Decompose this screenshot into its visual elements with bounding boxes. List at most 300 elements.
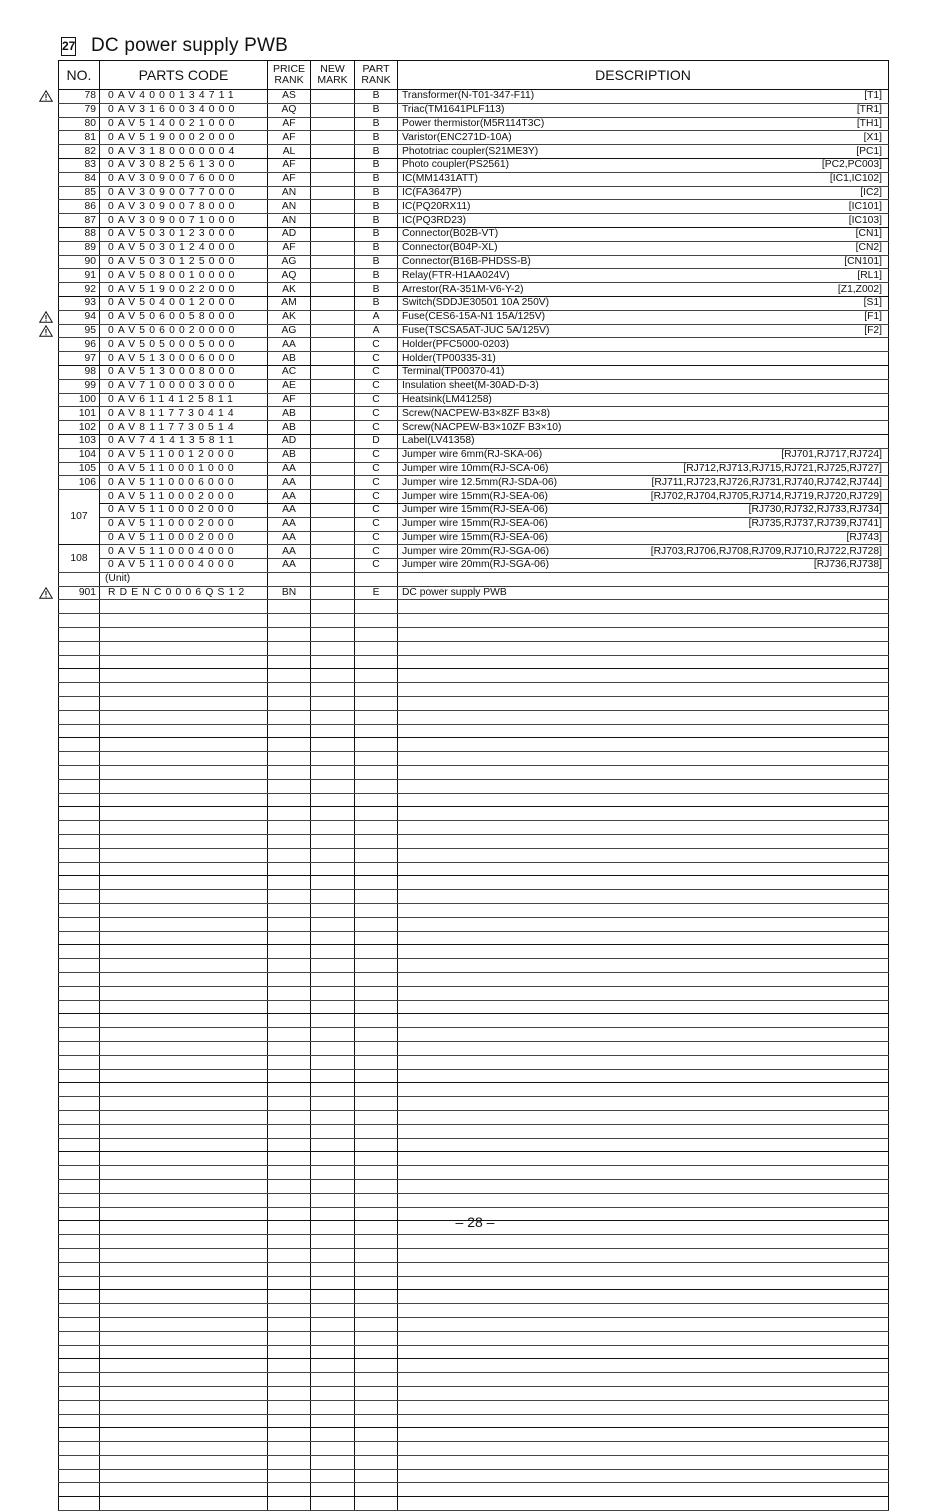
table-header-row — [59, 61, 889, 90]
blank-cell — [355, 1483, 398, 1497]
cell-new — [311, 531, 355, 545]
cell-rank: B — [355, 269, 398, 283]
blank-cell — [355, 669, 398, 683]
cell-price: AF — [268, 241, 311, 255]
blank-cell — [268, 945, 311, 959]
blank-cell — [355, 862, 398, 876]
blank-cell — [100, 683, 268, 697]
cell-parts-code: 0AV7100003000 — [100, 379, 268, 393]
cell-price: AM — [268, 296, 311, 310]
reference-designators: [IC101] — [848, 200, 882, 212]
blank-cell — [268, 1028, 311, 1042]
cell-parts-code: 0AV7414135811 — [100, 434, 268, 448]
cell-new — [311, 186, 355, 200]
cell-parts-code: 0AV5050005000 — [100, 338, 268, 352]
blank-cell — [100, 890, 268, 904]
cell-price: AS — [268, 90, 311, 104]
cell-new — [311, 324, 355, 338]
blank-cell — [355, 1014, 398, 1028]
blank-row — [59, 1166, 889, 1180]
blank-row — [59, 1386, 889, 1400]
blank-row — [59, 1345, 889, 1359]
cell-parts-code: 0AV5110001000 — [100, 462, 268, 476]
blank-cell — [311, 752, 355, 766]
blank-cell — [398, 1400, 889, 1414]
reference-designators: [CN2] — [855, 242, 882, 254]
cell-no: 98 — [59, 365, 100, 379]
blank-cell — [398, 614, 889, 628]
cell-new — [311, 586, 355, 600]
blank-cell — [268, 710, 311, 724]
blank-cell — [311, 1028, 355, 1042]
blank-cell — [100, 1276, 268, 1290]
description-text: Holder(PFC5000-0203) — [402, 338, 510, 350]
blank-cell — [311, 848, 355, 862]
description-text: Screw(NACPEW-B3×8ZF B3×8) — [402, 407, 551, 419]
blank-row — [59, 1055, 889, 1069]
blank-cell — [398, 1359, 889, 1373]
blank-cell — [311, 779, 355, 793]
blank-cell — [59, 1124, 100, 1138]
blank-cell — [100, 669, 268, 683]
cell-description — [398, 490, 889, 504]
blank-cell — [311, 1235, 355, 1249]
section-title: DC power supply PWB — [91, 35, 289, 56]
description-text: Jumper wire 10mm(RJ-SCA-06) — [402, 462, 549, 474]
blank-cell — [311, 821, 355, 835]
blank-cell — [268, 1166, 311, 1180]
cell-description — [398, 90, 889, 104]
blank-row — [59, 821, 889, 835]
blank-cell — [311, 959, 355, 973]
blank-cell — [311, 1400, 355, 1414]
cell-new — [311, 90, 355, 104]
blank-cell — [311, 1469, 355, 1483]
cell-no: 105 — [59, 462, 100, 476]
reference-designators: [RJ736,RJ738] — [813, 559, 882, 571]
blank-cell — [268, 1400, 311, 1414]
blank-cell — [59, 945, 100, 959]
cell-rank: B — [355, 214, 398, 228]
blank-cell — [59, 1235, 100, 1249]
cell-parts-code: 0AV5030125000 — [100, 255, 268, 269]
cell-no — [59, 572, 100, 586]
blank-cell — [100, 655, 268, 669]
cell-rank: C — [355, 365, 398, 379]
cell-parts-code: 0AV5190022000 — [100, 283, 268, 297]
blank-cell — [355, 738, 398, 752]
blank-cell — [311, 973, 355, 987]
description-text: Relay(FTR-H1AA024V) — [402, 269, 510, 281]
blank-cell — [311, 1414, 355, 1428]
cell-rank: B — [355, 158, 398, 172]
description-text: Screw(NACPEW-B3×10ZF B3×10) — [402, 421, 562, 433]
reference-designators: [RJ743] — [846, 531, 882, 543]
table-row — [59, 283, 889, 297]
reference-designators: [RJ701,RJ717,RJ724] — [781, 449, 882, 461]
blank-cell — [355, 931, 398, 945]
blank-cell — [398, 931, 889, 945]
blank-cell — [59, 1317, 100, 1331]
blank-cell — [311, 807, 355, 821]
blank-row — [59, 876, 889, 890]
blank-cell — [355, 1110, 398, 1124]
blank-cell — [100, 1331, 268, 1345]
blank-cell — [311, 1069, 355, 1083]
description-text: DC power supply PWB — [402, 587, 507, 599]
blank-cell — [398, 1469, 889, 1483]
blank-cell — [398, 1055, 889, 1069]
cell-new — [311, 158, 355, 172]
blank-cell — [59, 904, 100, 918]
cell-price: AB — [268, 448, 311, 462]
blank-cell — [311, 1179, 355, 1193]
cell-price: AN — [268, 186, 311, 200]
blank-cell — [398, 669, 889, 683]
table-row — [59, 490, 889, 504]
reference-designators: [RJ703,RJ706,RJ708,RJ709,RJ710,RJ722,RJ728] — [650, 545, 882, 557]
blank-cell — [398, 1455, 889, 1469]
blank-cell — [268, 931, 311, 945]
blank-row — [59, 1400, 889, 1414]
blank-cell — [355, 1235, 398, 1249]
blank-cell — [59, 1083, 100, 1097]
description-text: Power thermistor(M5R114T3C) — [402, 117, 545, 129]
blank-row — [59, 1483, 889, 1497]
blank-cell — [398, 917, 889, 931]
cell-parts-code: 0AV5110006000 — [100, 476, 268, 490]
cell-no: 86 — [59, 200, 100, 214]
blank-cell — [59, 1276, 100, 1290]
blank-cell — [59, 807, 100, 821]
cell-rank: B — [355, 255, 398, 269]
blank-row — [59, 862, 889, 876]
cell-new — [311, 503, 355, 517]
blank-row — [59, 766, 889, 780]
blank-cell — [355, 904, 398, 918]
cell-parts-code: RDENC0006QS12 — [100, 586, 268, 600]
blank-cell — [355, 1497, 398, 1511]
blank-cell — [268, 862, 311, 876]
blank-cell — [268, 1345, 311, 1359]
table-row — [59, 214, 889, 228]
table-row — [59, 255, 889, 269]
blank-cell — [398, 600, 889, 614]
blank-cell — [355, 1414, 398, 1428]
cell-parts-code: 0AV5030124000 — [100, 241, 268, 255]
table-row — [59, 407, 889, 421]
description-text: Jumper wire 12.5mm(RJ-SDA-06) — [402, 476, 558, 488]
blank-cell — [311, 1345, 355, 1359]
cell-rank: C — [355, 517, 398, 531]
table-row — [59, 352, 889, 366]
blank-cell — [311, 1497, 355, 1511]
table-row — [59, 131, 889, 145]
cell-new — [311, 407, 355, 421]
cell-no: 90 — [59, 255, 100, 269]
cell-new — [311, 545, 355, 559]
blank-cell — [311, 1041, 355, 1055]
blank-cell — [311, 890, 355, 904]
cell-description — [398, 434, 889, 448]
blank-cell — [268, 959, 311, 973]
cell-new — [311, 517, 355, 531]
cell-no: 79 — [59, 103, 100, 117]
blank-cell — [268, 738, 311, 752]
blank-cell — [311, 1442, 355, 1456]
cell-new — [311, 434, 355, 448]
cell-description — [398, 545, 889, 559]
blank-cell — [59, 641, 100, 655]
blank-cell — [311, 724, 355, 738]
reference-designators: [X1] — [863, 131, 882, 143]
blank-cell — [268, 683, 311, 697]
table-row — [59, 117, 889, 131]
parts-list — [58, 60, 888, 1511]
cell-rank: C — [355, 462, 398, 476]
cell-description — [398, 448, 889, 462]
cell-description — [398, 117, 889, 131]
blank-cell — [100, 1041, 268, 1055]
blank-cell — [398, 1097, 889, 1111]
blank-cell — [100, 779, 268, 793]
cell-rank: C — [355, 476, 398, 490]
cell-no: 97 — [59, 352, 100, 366]
blank-cell — [355, 1331, 398, 1345]
blank-cell — [268, 835, 311, 849]
blank-cell — [355, 1069, 398, 1083]
blank-cell — [268, 1069, 311, 1083]
cell-no: 103 — [59, 434, 100, 448]
safety-warning-icon — [39, 311, 53, 323]
cell-price: AA — [268, 462, 311, 476]
reference-designators: [S1] — [863, 297, 882, 309]
blank-cell — [398, 683, 889, 697]
blank-cell — [268, 1331, 311, 1345]
table-row — [59, 172, 889, 186]
blank-cell — [398, 1083, 889, 1097]
blank-cell — [355, 655, 398, 669]
description-text: Jumper wire 15mm(RJ-SEA-06) — [402, 490, 548, 502]
parts-table — [58, 60, 889, 1511]
reference-designators: [RJ711,RJ723,RJ726,RJ731,RJ740,RJ742,RJ744] — [651, 476, 882, 488]
blank-cell — [59, 973, 100, 987]
blank-cell — [59, 959, 100, 973]
blank-cell — [355, 1097, 398, 1111]
cell-parts-code: 0AV5190002000 — [100, 131, 268, 145]
reference-designators: [RJ730,RJ732,RJ733,RJ734] — [748, 504, 882, 516]
cell-price — [268, 572, 311, 586]
blank-cell — [398, 1276, 889, 1290]
blank-cell — [59, 697, 100, 711]
blank-cell — [398, 1000, 889, 1014]
blank-cell — [311, 669, 355, 683]
blank-cell — [268, 600, 311, 614]
blank-cell — [311, 766, 355, 780]
blank-cell — [355, 835, 398, 849]
col-header-no: NO. — [59, 61, 100, 90]
blank-cell — [268, 973, 311, 987]
table-row — [59, 310, 889, 324]
blank-cell — [100, 1069, 268, 1083]
blank-cell — [268, 1442, 311, 1456]
blank-cell — [311, 1455, 355, 1469]
cell-parts-code: 0AV5060058000 — [100, 310, 268, 324]
blank-cell — [311, 835, 355, 849]
reference-designators: [TH1] — [856, 117, 882, 129]
cell-price: AQ — [268, 269, 311, 283]
cell-new — [311, 227, 355, 241]
blank-cell — [398, 1166, 889, 1180]
blank-cell — [268, 1428, 311, 1442]
blank-cell — [311, 1248, 355, 1262]
cell-description — [398, 296, 889, 310]
blank-cell — [398, 876, 889, 890]
blank-row — [59, 1179, 889, 1193]
blank-cell — [100, 1483, 268, 1497]
cell-parts-code: 0AV5140021000 — [100, 117, 268, 131]
reference-designators: [PC1] — [856, 145, 882, 157]
cell-new — [311, 283, 355, 297]
cell-description — [398, 103, 889, 117]
blank-cell — [398, 1386, 889, 1400]
blank-cell — [355, 1290, 398, 1304]
blank-row — [59, 614, 889, 628]
cell-no: 84 — [59, 172, 100, 186]
cell-no: 107 — [59, 490, 100, 545]
cell-rank: B — [355, 186, 398, 200]
blank-cell — [311, 793, 355, 807]
blank-cell — [59, 600, 100, 614]
cell-parts-code: 0AV8117730514 — [100, 421, 268, 435]
blank-cell — [59, 1055, 100, 1069]
blank-cell — [355, 779, 398, 793]
table-body — [59, 90, 889, 1511]
blank-cell — [398, 1124, 889, 1138]
cell-rank: B — [355, 227, 398, 241]
description-text: IC(PQ3RD23) — [402, 214, 467, 226]
blank-cell — [311, 1276, 355, 1290]
blank-cell — [100, 1290, 268, 1304]
cell-new — [311, 145, 355, 159]
reference-designators: [RJ735,RJ737,RJ739,RJ741] — [748, 518, 882, 530]
blank-row — [59, 959, 889, 973]
cell-price: AQ — [268, 103, 311, 117]
reference-designators: [CN101] — [844, 255, 882, 267]
safety-warning-icon — [39, 90, 53, 102]
blank-cell — [398, 1152, 889, 1166]
blank-row — [59, 697, 889, 711]
cell-price: AK — [268, 283, 311, 297]
blank-cell — [100, 1083, 268, 1097]
blank-cell — [100, 835, 268, 849]
blank-cell — [398, 807, 889, 821]
blank-cell — [311, 1055, 355, 1069]
blank-cell — [59, 752, 100, 766]
cell-parts-code: 0AV5040012000 — [100, 296, 268, 310]
reference-designators: [IC1,IC102] — [829, 173, 882, 185]
blank-cell — [59, 931, 100, 945]
blank-cell — [355, 1304, 398, 1318]
description-text: Fuse(CES6-15A-N1 15A/125V) — [402, 311, 546, 323]
cell-new — [311, 103, 355, 117]
blank-cell — [59, 793, 100, 807]
blank-cell — [398, 655, 889, 669]
blank-cell — [268, 986, 311, 1000]
cell-description — [398, 214, 889, 228]
cell-new — [311, 352, 355, 366]
blank-cell — [398, 959, 889, 973]
blank-cell — [59, 1041, 100, 1055]
cell-no: 78 — [59, 90, 100, 104]
cell-new — [311, 338, 355, 352]
blank-row — [59, 1000, 889, 1014]
cell-rank: C — [355, 379, 398, 393]
blank-cell — [59, 766, 100, 780]
blank-cell — [268, 1373, 311, 1387]
table-row — [59, 476, 889, 490]
blank-cell — [59, 835, 100, 849]
blank-cell — [311, 683, 355, 697]
cell-rank: C — [355, 448, 398, 462]
cell-rank: E — [355, 586, 398, 600]
cell-no: 99 — [59, 379, 100, 393]
blank-cell — [355, 1248, 398, 1262]
table-row — [59, 90, 889, 104]
blank-cell — [355, 1041, 398, 1055]
blank-row — [59, 752, 889, 766]
cell-parts-code: 0AV3090077000 — [100, 186, 268, 200]
blank-row — [59, 641, 889, 655]
cell-price: AE — [268, 379, 311, 393]
blank-cell — [100, 1055, 268, 1069]
description-text: IC(MM1431ATT) — [402, 173, 478, 185]
reference-designators: [PC2,PC003] — [821, 159, 882, 171]
cell-no: 83 — [59, 158, 100, 172]
blank-cell — [268, 821, 311, 835]
cell-new — [311, 448, 355, 462]
blank-row — [59, 1014, 889, 1028]
cell-description — [398, 145, 889, 159]
blank-cell — [398, 1483, 889, 1497]
blank-cell — [59, 710, 100, 724]
blank-cell — [268, 1414, 311, 1428]
table-row — [59, 365, 889, 379]
blank-cell — [355, 683, 398, 697]
cell-rank: B — [355, 117, 398, 131]
blank-cell — [59, 890, 100, 904]
blank-cell — [398, 1497, 889, 1511]
description-text: Terminal(TP00370-41) — [402, 366, 505, 378]
blank-cell — [398, 945, 889, 959]
cell-parts-code: 0AV3082561300 — [100, 158, 268, 172]
cell-description — [398, 517, 889, 531]
cell-parts-code: 0AV3090076000 — [100, 172, 268, 186]
cell-new — [311, 241, 355, 255]
blank-cell — [355, 793, 398, 807]
blank-cell — [268, 1483, 311, 1497]
blank-cell — [59, 1262, 100, 1276]
blank-cell — [59, 1304, 100, 1318]
blank-cell — [398, 1262, 889, 1276]
blank-cell — [398, 1110, 889, 1124]
cell-price: AC — [268, 365, 311, 379]
blank-cell — [268, 1055, 311, 1069]
blank-cell — [59, 1179, 100, 1193]
blank-cell — [355, 1000, 398, 1014]
blank-cell — [268, 1386, 311, 1400]
blank-row — [59, 1083, 889, 1097]
